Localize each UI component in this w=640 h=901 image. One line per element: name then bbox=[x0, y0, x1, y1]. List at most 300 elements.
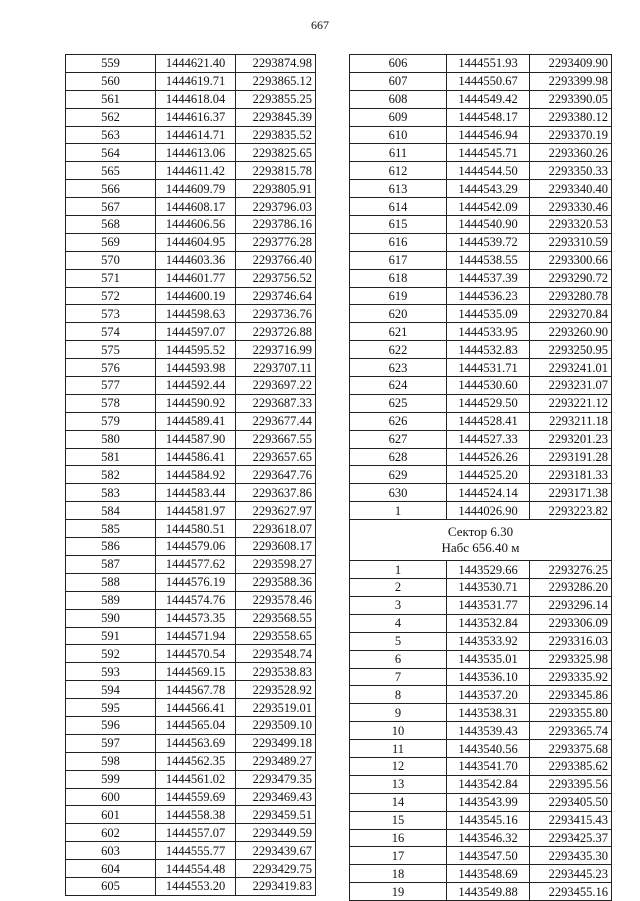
table-row bbox=[66, 162, 316, 180]
coordinate-y: 2293469.43 bbox=[236, 788, 316, 806]
coordinate-y: 2293286.20 bbox=[530, 579, 612, 597]
coordinate-x: 1443536.10 bbox=[447, 668, 530, 686]
table-row bbox=[350, 614, 612, 632]
point-number: 597 bbox=[66, 734, 156, 752]
table-row bbox=[350, 829, 612, 847]
point-number: 603 bbox=[66, 842, 156, 860]
point-number: 596 bbox=[66, 716, 156, 734]
coordinate-y: 2293201.23 bbox=[530, 430, 612, 448]
table-row bbox=[350, 412, 612, 430]
coordinate-y: 2293726.88 bbox=[236, 323, 316, 341]
point-number: 16 bbox=[350, 829, 447, 847]
coordinate-y: 2293786.16 bbox=[236, 216, 316, 234]
point-number: 571 bbox=[66, 269, 156, 287]
table-row bbox=[350, 668, 612, 686]
table-row bbox=[350, 198, 612, 216]
coordinate-y: 2293548.74 bbox=[236, 645, 316, 663]
point-number: 559 bbox=[66, 55, 156, 73]
coordinate-x: 1444557.07 bbox=[156, 824, 236, 842]
coordinate-y: 2293435.30 bbox=[530, 847, 612, 865]
table-row bbox=[66, 573, 316, 591]
point-number: 615 bbox=[350, 216, 447, 234]
point-number: 600 bbox=[66, 788, 156, 806]
table-row bbox=[350, 162, 612, 180]
table-row bbox=[66, 72, 316, 90]
coordinate-x: 1443529.66 bbox=[447, 561, 530, 579]
coordinate-x: 1444597.07 bbox=[156, 323, 236, 341]
coordinate-x: 1444529.50 bbox=[447, 394, 530, 412]
coordinate-y: 2293296.14 bbox=[530, 596, 612, 614]
point-number: 619 bbox=[350, 287, 447, 305]
point-number: 621 bbox=[350, 323, 447, 341]
coordinate-y: 2293865.12 bbox=[236, 72, 316, 90]
table-row bbox=[350, 216, 612, 234]
table-row bbox=[350, 847, 612, 865]
coordinate-y: 2293736.76 bbox=[236, 305, 316, 323]
coordinate-x: 1444604.95 bbox=[156, 233, 236, 251]
coordinate-x: 1443532.84 bbox=[447, 614, 530, 632]
point-number: 589 bbox=[66, 591, 156, 609]
coordinate-x: 1444533.95 bbox=[447, 323, 530, 341]
table-row bbox=[66, 198, 316, 216]
point-number: 1 bbox=[350, 561, 447, 579]
table-row bbox=[350, 865, 612, 883]
point-number: 618 bbox=[350, 269, 447, 287]
point-number: 580 bbox=[66, 430, 156, 448]
table-row bbox=[350, 305, 612, 323]
point-number: 625 bbox=[350, 394, 447, 412]
coordinate-x: 1444528.41 bbox=[447, 412, 530, 430]
coordinate-x: 1444540.90 bbox=[447, 216, 530, 234]
point-number: 577 bbox=[66, 377, 156, 395]
coordinate-x: 1443531.77 bbox=[447, 596, 530, 614]
sector-header-row bbox=[350, 520, 612, 561]
coordinate-y: 2293360.26 bbox=[530, 144, 612, 162]
table-row bbox=[350, 596, 612, 614]
coordinate-y: 2293191.28 bbox=[530, 448, 612, 466]
coordinate-y: 2293509.10 bbox=[236, 716, 316, 734]
coordinate-x: 1444536.23 bbox=[447, 287, 530, 305]
table-row bbox=[350, 650, 612, 668]
table-row bbox=[66, 377, 316, 395]
coordinate-y: 2293330.46 bbox=[530, 198, 612, 216]
table-row bbox=[66, 681, 316, 699]
table-row bbox=[350, 251, 612, 269]
point-number: 2 bbox=[350, 579, 447, 597]
table-row bbox=[66, 216, 316, 234]
table-row bbox=[350, 108, 612, 126]
point-number: 599 bbox=[66, 770, 156, 788]
table-row bbox=[66, 627, 316, 645]
point-number: 570 bbox=[66, 251, 156, 269]
table-row bbox=[66, 770, 316, 788]
coordinate-x: 1444576.19 bbox=[156, 573, 236, 591]
coordinate-x: 1444603.36 bbox=[156, 251, 236, 269]
coordinate-y: 2293419.83 bbox=[236, 877, 316, 895]
point-number: 620 bbox=[350, 305, 447, 323]
coordinate-x: 1444619.71 bbox=[156, 72, 236, 90]
coordinate-y: 2293598.27 bbox=[236, 555, 316, 573]
point-number: 584 bbox=[66, 502, 156, 520]
coordinate-x: 1444553.20 bbox=[156, 877, 236, 895]
table-row bbox=[350, 775, 612, 793]
point-number: 626 bbox=[350, 412, 447, 430]
table-row bbox=[66, 180, 316, 198]
table-row bbox=[350, 359, 612, 377]
coordinate-y: 2293415.43 bbox=[530, 811, 612, 829]
coordinate-x: 1444548.17 bbox=[447, 108, 530, 126]
coordinate-y: 2293667.55 bbox=[236, 430, 316, 448]
table-row bbox=[66, 788, 316, 806]
coordinate-x: 1444544.50 bbox=[447, 162, 530, 180]
coordinate-y: 2293223.82 bbox=[530, 502, 612, 520]
coordinate-y: 2293766.40 bbox=[236, 251, 316, 269]
table-row bbox=[66, 341, 316, 359]
coordinate-y: 2293280.78 bbox=[530, 287, 612, 305]
point-number: 13 bbox=[350, 775, 447, 793]
point-number: 566 bbox=[66, 180, 156, 198]
coordinate-y: 2293350.33 bbox=[530, 162, 612, 180]
point-number: 1 bbox=[350, 502, 447, 520]
coordinate-y: 2293320.53 bbox=[530, 216, 612, 234]
point-number: 569 bbox=[66, 233, 156, 251]
coordinate-y: 2293608.17 bbox=[236, 538, 316, 556]
table-row bbox=[350, 686, 612, 704]
coordinate-x: 1444567.78 bbox=[156, 681, 236, 699]
coordinate-x: 1444595.52 bbox=[156, 341, 236, 359]
point-number: 575 bbox=[66, 341, 156, 359]
point-number: 7 bbox=[350, 668, 447, 686]
coordinate-y: 2293260.90 bbox=[530, 323, 612, 341]
coordinate-x: 1444587.90 bbox=[156, 430, 236, 448]
coordinate-y: 2293815.78 bbox=[236, 162, 316, 180]
coordinate-x: 1444543.29 bbox=[447, 180, 530, 198]
coordinate-x: 1444555.77 bbox=[156, 842, 236, 860]
table-row bbox=[350, 448, 612, 466]
point-number: 608 bbox=[350, 90, 447, 108]
point-number: 564 bbox=[66, 144, 156, 162]
table-row bbox=[350, 269, 612, 287]
coordinate-x: 1444550.67 bbox=[447, 72, 530, 90]
point-number: 594 bbox=[66, 681, 156, 699]
coordinate-x: 1444613.06 bbox=[156, 144, 236, 162]
coordinate-y: 2293637.86 bbox=[236, 484, 316, 502]
coordinate-y: 2293276.25 bbox=[530, 561, 612, 579]
coordinate-x: 1444026.90 bbox=[447, 502, 530, 520]
sector-header bbox=[350, 520, 612, 561]
coordinate-y: 2293756.52 bbox=[236, 269, 316, 287]
table-row bbox=[66, 806, 316, 824]
coordinate-x: 1444563.69 bbox=[156, 734, 236, 752]
coordinate-y: 2293405.50 bbox=[530, 793, 612, 811]
table-row bbox=[350, 341, 612, 359]
table-row bbox=[350, 394, 612, 412]
coordinate-x: 1443533.92 bbox=[447, 632, 530, 650]
coordinate-y: 2293835.52 bbox=[236, 126, 316, 144]
coordinate-y: 2293375.68 bbox=[530, 740, 612, 758]
point-number: 593 bbox=[66, 663, 156, 681]
coordinate-x: 1444566.41 bbox=[156, 699, 236, 717]
coordinate-y: 2293528.92 bbox=[236, 681, 316, 699]
table-row bbox=[66, 466, 316, 484]
point-number: 622 bbox=[350, 341, 447, 359]
coordinate-y: 2293385.62 bbox=[530, 757, 612, 775]
page-number: 667 bbox=[311, 18, 329, 32]
table-row bbox=[350, 757, 612, 775]
coordinate-x: 1444549.42 bbox=[447, 90, 530, 108]
point-number: 562 bbox=[66, 108, 156, 126]
coordinate-x: 1443543.99 bbox=[447, 793, 530, 811]
table-row bbox=[66, 520, 316, 538]
coordinate-y: 2293325.98 bbox=[530, 650, 612, 668]
coordinate-x: 1444531.71 bbox=[447, 359, 530, 377]
coordinate-x: 1444590.92 bbox=[156, 394, 236, 412]
point-number: 595 bbox=[66, 699, 156, 717]
coordinate-x: 1444527.33 bbox=[447, 430, 530, 448]
coordinate-x: 1444538.55 bbox=[447, 251, 530, 269]
coordinate-x: 1443541.70 bbox=[447, 757, 530, 775]
table-row bbox=[350, 484, 612, 502]
table-row bbox=[66, 842, 316, 860]
point-number: 4 bbox=[350, 614, 447, 632]
table-row bbox=[66, 305, 316, 323]
point-number: 588 bbox=[66, 573, 156, 591]
table-row bbox=[66, 716, 316, 734]
table-row bbox=[66, 699, 316, 717]
table-row bbox=[350, 793, 612, 811]
point-number: 627 bbox=[350, 430, 447, 448]
coordinate-y: 2293270.84 bbox=[530, 305, 612, 323]
point-number: 19 bbox=[350, 883, 447, 901]
coordinate-y: 2293211.18 bbox=[530, 412, 612, 430]
coordinate-x: 1444573.35 bbox=[156, 609, 236, 627]
coordinate-x: 1444581.97 bbox=[156, 502, 236, 520]
coordinate-y: 2293300.66 bbox=[530, 251, 612, 269]
table-row bbox=[66, 323, 316, 341]
table-row bbox=[66, 609, 316, 627]
coordinate-x: 1444571.94 bbox=[156, 627, 236, 645]
table-row bbox=[66, 412, 316, 430]
point-number: 9 bbox=[350, 704, 447, 722]
coordinate-x: 1444524.14 bbox=[447, 484, 530, 502]
point-number: 3 bbox=[350, 596, 447, 614]
coordinate-y: 2293618.07 bbox=[236, 520, 316, 538]
point-number: 576 bbox=[66, 359, 156, 377]
coordinate-y: 2293399.98 bbox=[530, 72, 612, 90]
coordinate-y: 2293449.59 bbox=[236, 824, 316, 842]
table-row bbox=[350, 233, 612, 251]
table-row bbox=[66, 269, 316, 287]
point-number: 579 bbox=[66, 412, 156, 430]
table-row bbox=[66, 591, 316, 609]
coordinate-x: 1444570.54 bbox=[156, 645, 236, 663]
coordinate-y: 2293647.76 bbox=[236, 466, 316, 484]
coordinate-y: 2293409.90 bbox=[530, 55, 612, 73]
coordinate-y: 2293588.36 bbox=[236, 573, 316, 591]
table-row bbox=[66, 824, 316, 842]
point-number: 598 bbox=[66, 752, 156, 770]
point-number: 565 bbox=[66, 162, 156, 180]
table-row bbox=[350, 323, 612, 341]
point-number: 8 bbox=[350, 686, 447, 704]
coordinate-x: 1444542.09 bbox=[447, 198, 530, 216]
coordinate-x: 1444593.98 bbox=[156, 359, 236, 377]
coordinate-x: 1444608.17 bbox=[156, 198, 236, 216]
coordinate-x: 1443535.01 bbox=[447, 650, 530, 668]
table-row bbox=[66, 877, 316, 895]
coordinate-y: 2293365.74 bbox=[530, 722, 612, 740]
point-number: 604 bbox=[66, 860, 156, 878]
point-number: 10 bbox=[350, 722, 447, 740]
table-row bbox=[350, 287, 612, 305]
coordinate-y: 2293805.91 bbox=[236, 180, 316, 198]
point-number: 611 bbox=[350, 144, 447, 162]
coordinate-y: 2293390.05 bbox=[530, 90, 612, 108]
coordinate-y: 2293231.07 bbox=[530, 377, 612, 395]
coordinate-x: 1444539.72 bbox=[447, 233, 530, 251]
coordinate-x: 1444611.42 bbox=[156, 162, 236, 180]
point-number: 628 bbox=[350, 448, 447, 466]
table-row bbox=[66, 752, 316, 770]
table-row bbox=[350, 90, 612, 108]
point-number: 629 bbox=[350, 466, 447, 484]
point-number: 17 bbox=[350, 847, 447, 865]
coordinate-y: 2293425.37 bbox=[530, 829, 612, 847]
coordinate-x: 1444606.56 bbox=[156, 216, 236, 234]
table-row bbox=[350, 180, 612, 198]
coordinate-x: 1443547.50 bbox=[447, 847, 530, 865]
point-number: 563 bbox=[66, 126, 156, 144]
point-number: 587 bbox=[66, 555, 156, 573]
point-number: 616 bbox=[350, 233, 447, 251]
coordinate-y: 2293455.16 bbox=[530, 883, 612, 901]
sector-title: Сектор 6.30 bbox=[447, 524, 514, 540]
table-row bbox=[350, 466, 612, 484]
coordinate-x: 1443542.84 bbox=[447, 775, 530, 793]
coordinate-y: 2293335.92 bbox=[530, 668, 612, 686]
coordinate-x: 1444532.83 bbox=[447, 341, 530, 359]
table-row bbox=[66, 394, 316, 412]
point-number: 602 bbox=[66, 824, 156, 842]
point-number: 585 bbox=[66, 520, 156, 538]
point-number: 586 bbox=[66, 538, 156, 556]
coordinate-x: 1444598.63 bbox=[156, 305, 236, 323]
table-row bbox=[66, 90, 316, 108]
point-number: 609 bbox=[350, 108, 447, 126]
point-number: 617 bbox=[350, 251, 447, 269]
table-row bbox=[66, 555, 316, 573]
point-number: 591 bbox=[66, 627, 156, 645]
coordinate-y: 2293707.11 bbox=[236, 359, 316, 377]
coordinate-y: 2293221.12 bbox=[530, 394, 612, 412]
table-row bbox=[66, 538, 316, 556]
point-number: 567 bbox=[66, 198, 156, 216]
table-row bbox=[66, 430, 316, 448]
coordinate-y: 2293445.23 bbox=[530, 865, 612, 883]
point-number: 623 bbox=[350, 359, 447, 377]
table-row bbox=[350, 579, 612, 597]
table-row bbox=[66, 645, 316, 663]
point-number: 568 bbox=[66, 216, 156, 234]
coordinate-x: 1444569.15 bbox=[156, 663, 236, 681]
coordinate-y: 2293538.83 bbox=[236, 663, 316, 681]
coordinate-y: 2293345.86 bbox=[530, 686, 612, 704]
coordinate-y: 2293499.18 bbox=[236, 734, 316, 752]
point-number: 560 bbox=[66, 72, 156, 90]
table-row bbox=[66, 233, 316, 251]
coordinate-x: 1444614.71 bbox=[156, 126, 236, 144]
coordinate-y: 2293687.33 bbox=[236, 394, 316, 412]
coordinate-x: 1444530.60 bbox=[447, 377, 530, 395]
coordinate-x: 1444559.69 bbox=[156, 788, 236, 806]
coordinate-x: 1443548.69 bbox=[447, 865, 530, 883]
coordinate-x: 1443537.20 bbox=[447, 686, 530, 704]
point-number: 561 bbox=[66, 90, 156, 108]
table-row bbox=[350, 883, 612, 901]
coordinate-x: 1443549.88 bbox=[447, 883, 530, 901]
coordinate-y: 2293181.33 bbox=[530, 466, 612, 484]
coordinate-x: 1444580.51 bbox=[156, 520, 236, 538]
point-number: 18 bbox=[350, 865, 447, 883]
table-row bbox=[350, 72, 612, 90]
point-number: 592 bbox=[66, 645, 156, 663]
table-row bbox=[66, 663, 316, 681]
coordinate-y: 2293171.38 bbox=[530, 484, 612, 502]
coordinates-table-right bbox=[349, 54, 612, 901]
coordinate-x: 1443545.16 bbox=[447, 811, 530, 829]
coordinate-y: 2293855.25 bbox=[236, 90, 316, 108]
coordinate-x: 1443539.43 bbox=[447, 722, 530, 740]
table-row bbox=[350, 502, 612, 520]
coordinate-y: 2293250.95 bbox=[530, 341, 612, 359]
point-number: 11 bbox=[350, 740, 447, 758]
point-number: 630 bbox=[350, 484, 447, 502]
point-number: 582 bbox=[66, 466, 156, 484]
table-row bbox=[350, 722, 612, 740]
coordinate-x: 1443546.32 bbox=[447, 829, 530, 847]
coordinate-y: 2293316.03 bbox=[530, 632, 612, 650]
point-number: 573 bbox=[66, 305, 156, 323]
coordinate-x: 1444545.71 bbox=[447, 144, 530, 162]
table-row bbox=[350, 740, 612, 758]
point-number: 14 bbox=[350, 793, 447, 811]
coordinate-x: 1444589.41 bbox=[156, 412, 236, 430]
coordinate-x: 1444554.48 bbox=[156, 860, 236, 878]
point-number: 590 bbox=[66, 609, 156, 627]
table-row bbox=[66, 287, 316, 305]
coordinate-y: 2293429.75 bbox=[236, 860, 316, 878]
coordinate-y: 2293241.01 bbox=[530, 359, 612, 377]
coordinate-y: 2293845.39 bbox=[236, 108, 316, 126]
table-row bbox=[66, 359, 316, 377]
coordinate-y: 2293340.40 bbox=[530, 180, 612, 198]
table-row bbox=[66, 251, 316, 269]
table-row bbox=[66, 860, 316, 878]
coordinate-x: 1444558.38 bbox=[156, 806, 236, 824]
coordinate-y: 2293558.65 bbox=[236, 627, 316, 645]
coordinate-y: 2293568.55 bbox=[236, 609, 316, 627]
coordinate-x: 1444584.92 bbox=[156, 466, 236, 484]
table-row bbox=[350, 144, 612, 162]
point-number: 5 bbox=[350, 632, 447, 650]
table-row bbox=[66, 484, 316, 502]
coordinate-y: 2293459.51 bbox=[236, 806, 316, 824]
coordinate-y: 2293306.09 bbox=[530, 614, 612, 632]
coordinate-y: 2293627.97 bbox=[236, 502, 316, 520]
point-number: 583 bbox=[66, 484, 156, 502]
coordinate-x: 1444565.04 bbox=[156, 716, 236, 734]
coordinate-x: 1444526.26 bbox=[447, 448, 530, 466]
